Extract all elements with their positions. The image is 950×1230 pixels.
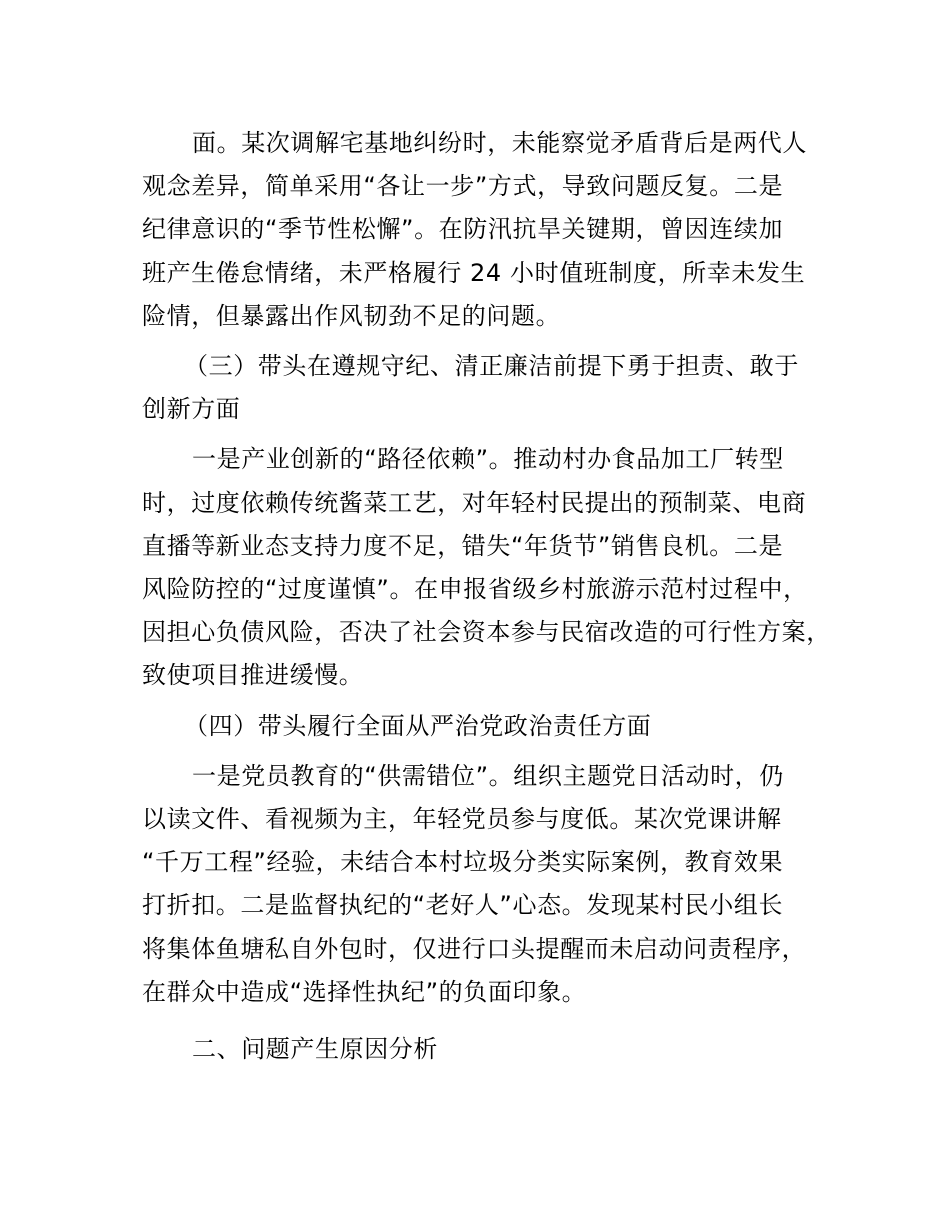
heading-section-four: [142, 705, 832, 748]
text-line: 险情，但暴露出作风韧劲不足的问题。: [142, 301, 561, 330]
text-line: 观念差异，简单采用“各让一步”方式，导致问题反复。二是: [142, 172, 784, 201]
heading-line: 二、问题产生原因分析: [192, 1035, 438, 1064]
text-line: 时，过度依赖传统酱菜工艺，对年轻村民提出的预制菜、电商: [142, 488, 807, 517]
heading-line: （四）带头履行全面从严治党政治责任方面: [184, 711, 652, 740]
text-line: 纪律意识的“季节性松懈”。在防汛抗旱关键期，曾因连续加: [142, 215, 784, 244]
heading-section-three: [142, 345, 832, 431]
paragraph-party-education: [142, 755, 832, 1014]
heading-line: 创新方面: [142, 395, 241, 424]
heading-line: （三）带头在遵规守纪、清正廉洁前提下勇于担责、敢于: [184, 352, 799, 381]
text-line: 在群众中造成“选择性执纪”的负面印象。: [142, 977, 587, 1006]
text-line: 因担心负债风险，否决了社会资本参与民宿改造的可行性方案，: [142, 618, 831, 647]
text-line: 直播等新业态支持力度不足，错失“年货节”销售良机。二是: [142, 531, 784, 560]
text-line: 面。某次调解宅基地纠纷时，未能察觉矛盾背后是两代人: [192, 129, 807, 157]
text-line: 班产生倦怠情绪，未严格履行 24 小时值班制度，所幸未发生: [142, 258, 806, 287]
text-line: 一是产业创新的“路径依赖”。推动村办食品加工厂转型: [192, 445, 784, 474]
text-line: 一是党员教育的“供需错位”。组织主题党日活动时，仍: [192, 761, 784, 790]
document-body: [142, 122, 832, 1071]
text-line: 打折扣。二是监督执纪的“老好人”心态。发现某村民小组长: [142, 891, 784, 920]
paragraph-continued-discipline: [142, 122, 832, 338]
text-line: 以读文件、看视频为主，年轻党员参与度低。某次党课讲解: [142, 805, 782, 834]
paragraph-innovation: [142, 438, 832, 697]
text-line: 将集体鱼塘私自外包时，仅进行口头提醒而未启动问责程序，: [142, 934, 807, 963]
text-line: 致使项目推进缓慢。: [142, 661, 364, 690]
section-heading-cause-analysis: [142, 1028, 832, 1071]
text-line: “千万工程”经验，未结合本村垃圾分类实际案例，教育效果: [142, 848, 784, 877]
text-line: 风险防控的“过度谨慎”。在申报省级乡村旅游示范村过程中，: [142, 575, 808, 604]
